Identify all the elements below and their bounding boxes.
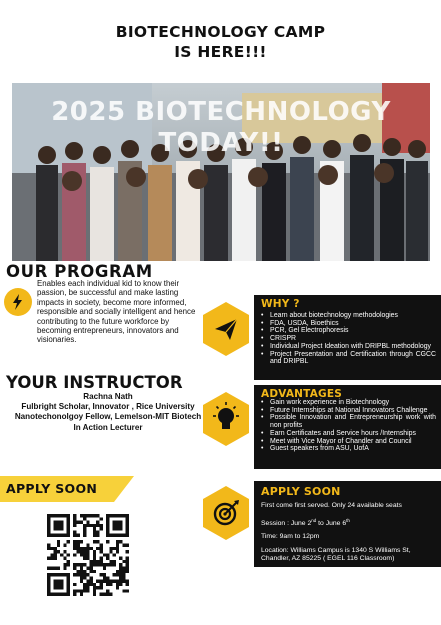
list-item: • FDA, USDA, Bioethics xyxy=(261,320,436,328)
lightbulb-icon xyxy=(201,391,251,447)
list-item: • Meet with Vice Mayor of Chandler and Council xyxy=(261,438,436,446)
advantages-title: ADVANTAGES xyxy=(261,388,342,400)
instructor-details xyxy=(4,392,212,433)
list-item: • Project Presentation and Certification through CGCC and DRIPBL xyxy=(261,351,436,366)
photo-banner-line1: 2025 BIOTECHNOLOGY xyxy=(51,97,391,127)
session-sup-start: nd xyxy=(311,518,317,523)
why-list xyxy=(261,312,436,366)
page-title-line1: BIOTECHNOLOGY CAMP xyxy=(115,23,326,41)
session-dates xyxy=(261,517,350,528)
apply-panel xyxy=(254,481,441,567)
session-location: Location: Williams Campus is 1340 S Williams St, Chandler, AZ 85225 ( EGEL 116 Classroom) xyxy=(261,547,411,562)
list-item: • Gain work experience in Biotechnology xyxy=(261,399,436,407)
group-photo xyxy=(12,83,430,261)
list-item: • CRISPR xyxy=(261,335,436,343)
list-item: • PCR, Gel Electrophoresis xyxy=(261,327,436,335)
list-item: • Learn about biotechnology methodologies xyxy=(261,312,436,320)
why-title: WHY ? xyxy=(261,298,300,310)
list-item: • Individual Project Ideation with DRIPBL methodology xyxy=(261,343,436,351)
program-heading: OUR PROGRAM xyxy=(6,262,153,281)
lightning-icon xyxy=(4,288,32,316)
session-time: Time: 9am to 12pm xyxy=(261,533,320,540)
apply-title: APPLY SOON xyxy=(261,485,341,498)
instructor-name: Rachna Nath xyxy=(83,392,133,401)
advantages-panel xyxy=(254,385,441,469)
photo-banner xyxy=(12,97,430,159)
page-title-line2: IS HERE!!! xyxy=(174,43,267,61)
program-description: Enables each individual kid to know their passion, be successful and make lasting impacts in society, become more informed, responsible and socially intelligent and hence contributing to the future workforce by becoming entrepreneurs, innovators and visionaries. xyxy=(37,279,196,345)
availability-text: First come first served. Only 24 available seats xyxy=(261,502,402,509)
instructor-credential-1: Fulbright Scholar, Innovator , Rice University xyxy=(21,402,195,412)
list-item: • Future Internships at National Innovators Challenge xyxy=(261,407,436,415)
session-sup-end: th xyxy=(346,518,350,523)
qr-code[interactable] xyxy=(47,514,129,596)
session-mid: to June 6 xyxy=(316,520,347,527)
why-panel xyxy=(254,295,441,380)
session-prefix: Session : June 2 xyxy=(261,520,312,527)
advantages-list xyxy=(261,399,436,453)
instructor-credential-2: Nanotechonolgoy Fellow, Lemelson-MIT Biotech xyxy=(14,412,202,422)
paper-plane-icon xyxy=(201,301,251,357)
photo-banner-line2: TODAY!! xyxy=(158,128,284,158)
target-icon xyxy=(201,485,251,541)
list-item: • Earn Certificates and Service hours /Internships xyxy=(261,430,436,438)
instructor-credential-3: In Action Lecturer xyxy=(73,422,143,432)
apply-soon-banner-label: APPLY SOON xyxy=(6,481,98,496)
list-item: • Guest speakers from ASU, UofA xyxy=(261,445,436,453)
list-item: • Possible Innovation and Entrepreneurship work with non profits xyxy=(261,414,436,429)
instructor-heading: YOUR INSTRUCTOR xyxy=(6,373,183,392)
